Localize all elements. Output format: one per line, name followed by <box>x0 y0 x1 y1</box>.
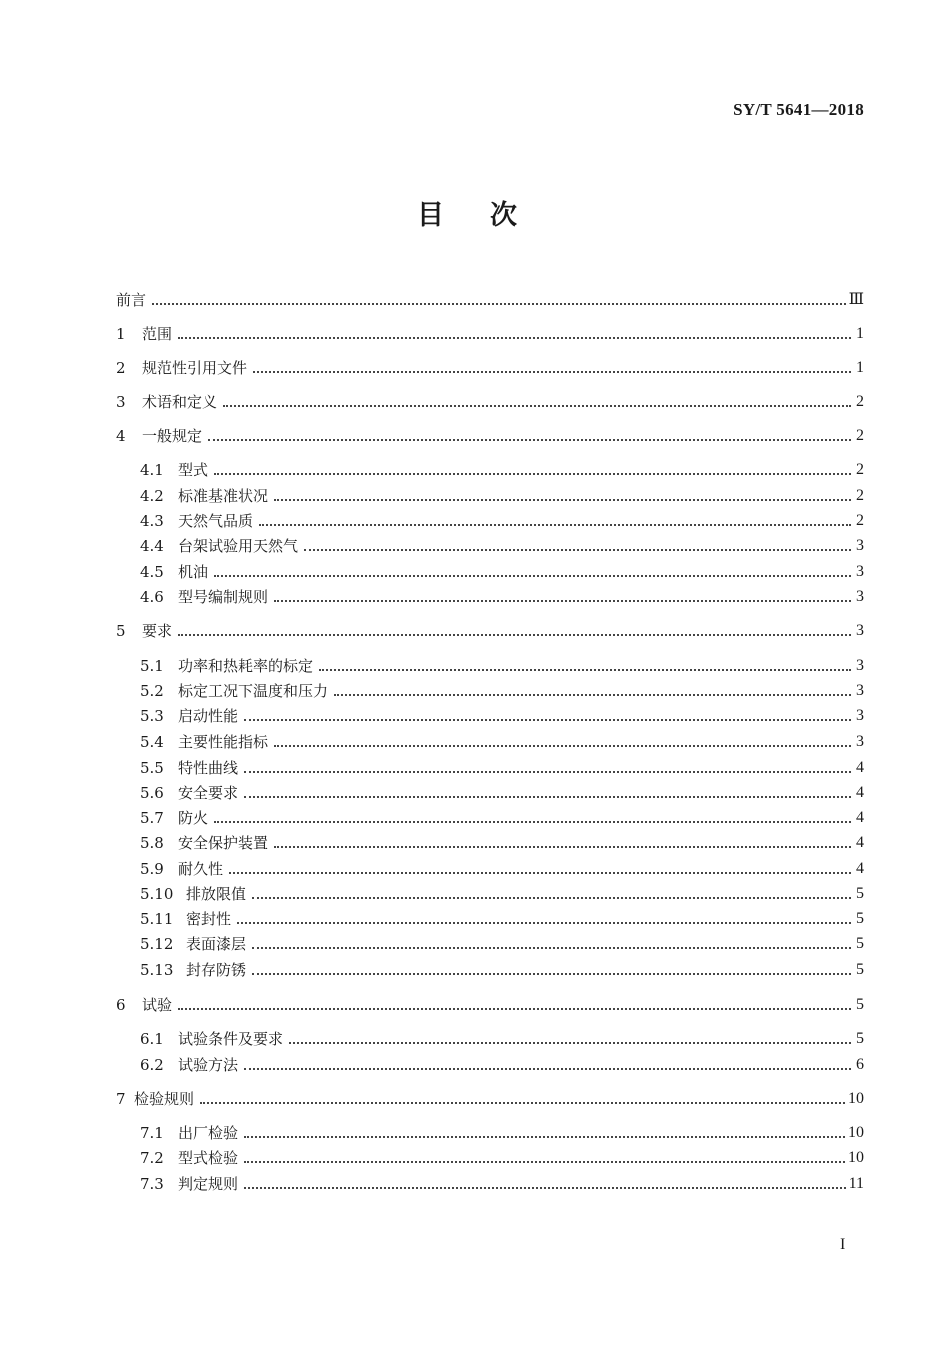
toc-entry-page: Ⅲ <box>848 291 864 308</box>
toc-entry-number: 4.2 <box>140 487 164 505</box>
toc-entry-number: 5.2 <box>140 682 164 700</box>
toc-entry-label: 功率和热耗率的标定 <box>178 657 314 675</box>
toc-entry-number: 5.5 <box>140 759 164 777</box>
toc-leader-dots <box>252 947 851 949</box>
toc-entry-page: 3 <box>856 733 864 750</box>
toc-leader-dots <box>244 1187 846 1189</box>
toc-entry-label: 台架试验用天然气 <box>178 537 299 555</box>
toc-entry[interactable] <box>140 855 864 879</box>
toc-entry[interactable] <box>140 532 864 556</box>
toc-entry-number: 5.8 <box>140 834 164 852</box>
toc-entry[interactable] <box>140 804 864 828</box>
toc-entry-number: 7.3 <box>140 1175 164 1193</box>
toc-leader-dots <box>244 1068 851 1070</box>
toc-leader-dots <box>223 405 851 407</box>
toc-entry-label: 防火 <box>178 809 209 827</box>
toc-entry[interactable] <box>116 320 864 344</box>
toc-entry-label: 标定工况下温度和压力 <box>178 682 329 700</box>
toc-entry-page: 3 <box>856 537 864 554</box>
toc-entry-number: 7.2 <box>140 1149 164 1167</box>
toc-entry-page: 5 <box>856 935 864 952</box>
toc-entry-number: 4.5 <box>140 563 164 581</box>
toc-leader-dots <box>304 549 851 551</box>
toc-entry-number: 5.11 <box>140 910 174 928</box>
toc-entry-number: 7 <box>116 1090 126 1108</box>
toc-entry[interactable] <box>140 583 864 607</box>
toc-entry-number: 6.1 <box>140 1030 164 1048</box>
toc-entry-page: 5 <box>856 961 864 978</box>
toc-entry-label: 出厂检验 <box>178 1124 239 1142</box>
toc-leader-dots <box>274 499 851 501</box>
toc-entry-label: 表面漆层 <box>186 935 247 953</box>
toc-entry-number: 1 <box>116 325 126 343</box>
toc-leader-dots <box>252 973 851 975</box>
toc-entry-page: 4 <box>856 809 864 826</box>
toc-entry[interactable] <box>116 617 864 641</box>
toc-entry-label: 机油 <box>178 563 209 581</box>
toc-entry[interactable] <box>116 422 864 446</box>
toc-leader-dots <box>252 897 851 899</box>
toc-entry-page: 3 <box>856 657 864 674</box>
toc-entry[interactable] <box>140 456 864 480</box>
toc-entry-page: 10 <box>848 1149 864 1166</box>
toc-leader-dots <box>244 719 851 721</box>
toc-entry-number: 5 <box>116 622 126 640</box>
toc-entry-page: 4 <box>856 784 864 801</box>
toc-leader-dots <box>244 796 851 798</box>
toc-entry-label: 标准基准状况 <box>178 487 269 505</box>
toc-entry-page: 3 <box>856 707 864 724</box>
toc-entry-number: 5.6 <box>140 784 164 802</box>
toc-entry[interactable] <box>116 388 864 412</box>
toc-entry-page: 2 <box>856 427 864 444</box>
toc-leader-dots <box>274 745 851 747</box>
toc-entry-page: 2 <box>856 461 864 478</box>
toc-entry[interactable] <box>116 1085 864 1109</box>
toc-entry-number: 5.3 <box>140 707 164 725</box>
toc-leader-dots <box>178 1008 851 1010</box>
toc-leader-dots <box>253 371 851 373</box>
toc-entry-label: 型式 <box>178 461 209 479</box>
page-number: I <box>840 1236 846 1253</box>
toc-entry[interactable] <box>116 354 864 378</box>
toc-entry-label: 启动性能 <box>178 707 239 725</box>
toc-entry-label: 试验 <box>142 996 173 1014</box>
toc-entry-label: 试验条件及要求 <box>178 1030 284 1048</box>
toc-entry-page: 2 <box>856 487 864 504</box>
toc-leader-dots <box>178 634 851 636</box>
toc-entry-number: 4.3 <box>140 512 164 530</box>
toc-entry-page: 3 <box>856 588 864 605</box>
toc-leader-dots <box>214 821 851 823</box>
toc-leader-dots <box>244 1161 845 1163</box>
toc-entry-page: 5 <box>856 910 864 927</box>
toc-leader-dots <box>259 524 851 526</box>
toc-entry-number: 3 <box>116 393 126 411</box>
toc-entry[interactable] <box>116 991 864 1015</box>
toc-entry[interactable] <box>140 779 864 803</box>
toc-entry-label: 耐久性 <box>178 860 224 878</box>
toc-entry-number: 5.10 <box>140 885 174 903</box>
toc-entry[interactable] <box>140 1051 864 1075</box>
toc-entry-number: 5.9 <box>140 860 164 878</box>
toc-entry-number: 6.2 <box>140 1056 164 1074</box>
toc-entry[interactable] <box>140 930 864 954</box>
toc-entry[interactable] <box>116 286 864 310</box>
toc-entry-page: 10 <box>848 1124 864 1141</box>
toc-entry-page: 2 <box>856 393 864 410</box>
toc-entry-label: 范围 <box>142 325 173 343</box>
standard-code: SY/T 5641—2018 <box>733 100 864 119</box>
toc-entry-number: 4.6 <box>140 588 164 606</box>
toc-entry[interactable] <box>140 829 864 853</box>
toc-entry-label: 规范性引用文件 <box>142 359 248 377</box>
toc-entry-page: 6 <box>856 1056 864 1073</box>
toc-entry-label: 前言 <box>116 291 147 309</box>
toc-entry-page: 1 <box>856 359 864 376</box>
toc-entry[interactable] <box>140 728 864 752</box>
toc-entry-label: 安全保护装置 <box>178 834 269 852</box>
toc-entry-page: 3 <box>856 563 864 580</box>
toc-entry-page: 4 <box>856 834 864 851</box>
toc-entry[interactable] <box>140 482 864 506</box>
toc-leader-dots <box>200 1102 845 1104</box>
toc-leader-dots <box>244 771 851 773</box>
toc-entry[interactable] <box>140 1144 864 1168</box>
toc-entry-page: 2 <box>856 512 864 529</box>
toc-entry-number: 5.12 <box>140 935 174 953</box>
toc-leader-dots <box>334 694 851 696</box>
toc-entry-number: 5.4 <box>140 733 164 751</box>
toc-entry[interactable] <box>140 677 864 701</box>
toc-entry-label: 封存防锈 <box>186 961 247 979</box>
toc-leader-dots <box>319 669 851 671</box>
toc-entry-page: 4 <box>856 759 864 776</box>
toc-entry-label: 判定规则 <box>178 1175 239 1193</box>
toc-entry-label: 排放限值 <box>186 885 247 903</box>
toc-entry-page: 3 <box>856 622 864 639</box>
toc-entry-number: 7.1 <box>140 1124 164 1142</box>
toc-entry-page: 3 <box>856 682 864 699</box>
toc-entry-label: 安全要求 <box>178 784 239 802</box>
toc-entry-label: 检验规则 <box>134 1090 195 1108</box>
toc-entry[interactable] <box>140 905 864 929</box>
toc-title: 目次 <box>417 200 563 231</box>
toc-entry-label: 主要性能指标 <box>178 733 269 751</box>
toc-entry-number: 5.1 <box>140 657 164 675</box>
toc-entry-number: 2 <box>116 359 126 377</box>
toc-leader-dots <box>208 439 851 441</box>
toc-leader-dots <box>289 1042 851 1044</box>
toc-entry-page: 10 <box>848 1090 864 1107</box>
toc-entry-label: 型号编制规则 <box>178 588 269 606</box>
toc-leader-dots <box>214 473 851 475</box>
toc-entry-number: 5.7 <box>140 809 164 827</box>
toc-entry[interactable] <box>140 754 864 778</box>
toc-entry-page: 5 <box>856 1030 864 1047</box>
toc-entry-number: 4 <box>116 427 126 445</box>
toc-entry-label: 术语和定义 <box>142 393 218 411</box>
toc-entry-label: 要求 <box>142 622 173 640</box>
toc-entry-number: 5.13 <box>140 961 174 979</box>
toc-entry-page: 5 <box>856 885 864 902</box>
toc-entry-number: 6 <box>116 996 126 1014</box>
toc-entry[interactable] <box>140 880 864 904</box>
toc-leader-dots <box>152 303 846 305</box>
toc-entry-label: 型式检验 <box>178 1149 239 1167</box>
toc-entry[interactable] <box>140 507 864 531</box>
toc-leader-dots <box>244 1136 845 1138</box>
toc-entry-label: 特性曲线 <box>178 759 239 777</box>
toc-leader-dots <box>214 575 851 577</box>
toc-entry-label: 一般规定 <box>142 427 203 445</box>
toc-leader-dots <box>229 872 851 874</box>
toc-entry[interactable] <box>140 1119 864 1143</box>
toc-leader-dots <box>274 600 851 602</box>
toc-entry-page: 5 <box>856 996 864 1013</box>
toc-entry[interactable] <box>140 956 864 980</box>
toc-entry-number: 4.1 <box>140 461 164 479</box>
toc-entry-label: 天然气品质 <box>178 512 254 530</box>
toc-entry[interactable] <box>140 652 864 676</box>
toc-entry-number: 4.4 <box>140 537 164 555</box>
toc-leader-dots <box>274 846 851 848</box>
toc-entry-page: 1 <box>856 325 864 342</box>
toc-entry-label: 密封性 <box>186 910 232 928</box>
toc-entry-page: 4 <box>856 860 864 877</box>
toc-entry[interactable] <box>140 558 864 582</box>
toc-entry[interactable] <box>140 702 864 726</box>
toc-entry-page: 11 <box>848 1175 864 1192</box>
toc-entry-label: 试验方法 <box>178 1056 239 1074</box>
toc-entry[interactable] <box>140 1025 864 1049</box>
toc-leader-dots <box>178 337 851 339</box>
toc-entry[interactable] <box>140 1170 864 1194</box>
toc-leader-dots <box>237 922 851 924</box>
